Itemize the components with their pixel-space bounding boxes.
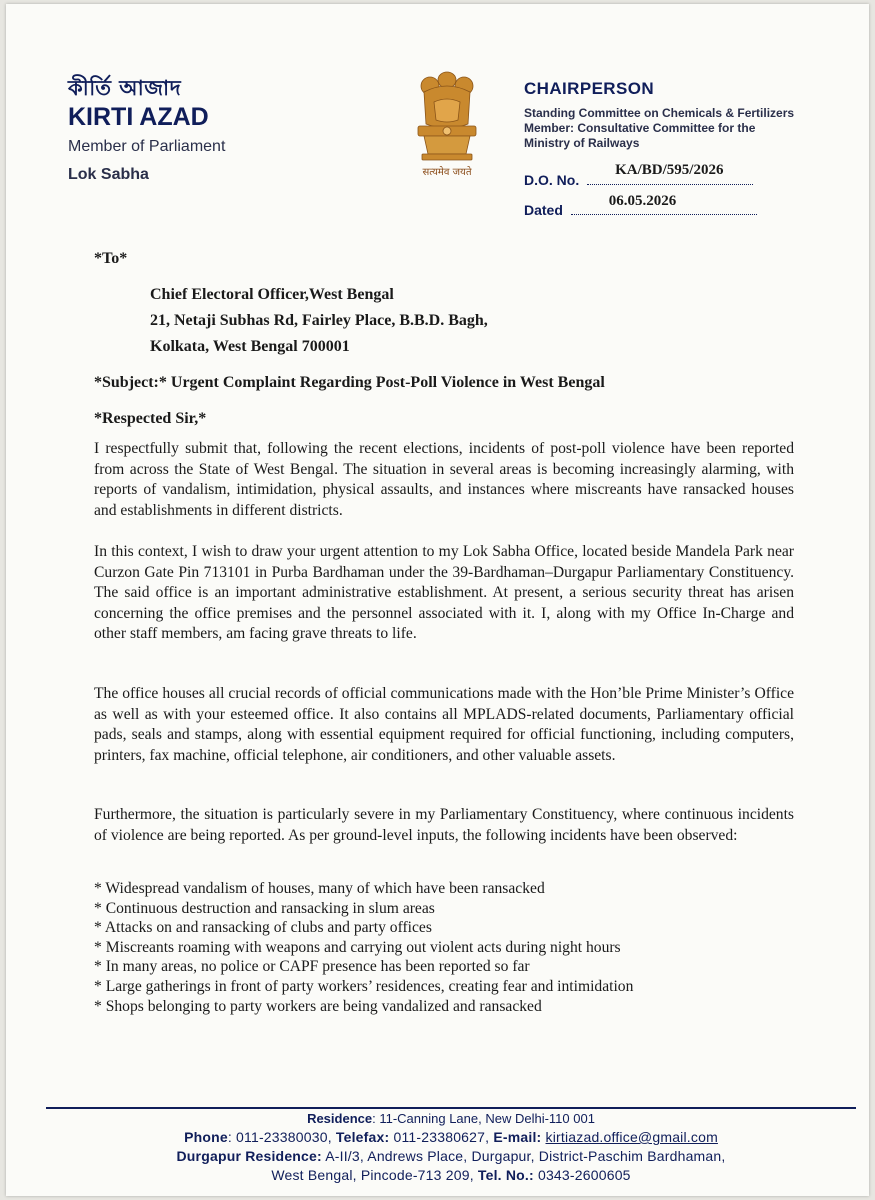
bengali-name: কীর্তি আজাদ	[68, 76, 182, 100]
telefax-label: Telefax:	[335, 1129, 390, 1145]
residence-line	[46, 1110, 856, 1128]
salutation: *Respected Sir,*	[94, 410, 207, 427]
letter-page	[6, 4, 869, 1196]
dated-line	[524, 193, 757, 218]
durgapur-label: Durgapur Residence:	[176, 1148, 322, 1164]
phone-value: : 011-23380030,	[227, 1129, 332, 1145]
incident-list	[94, 879, 633, 1016]
contact-line	[46, 1128, 856, 1147]
dated-label: Dated	[524, 202, 563, 218]
dated-value: 06.05.2026	[608, 193, 677, 209]
body-paragraph-4: Furthermore, the situation is particularly severe in my Parliamentary Constituency, where continuous incidents of violence are being reported. As per ground-level inputs, the following incidents have been observed:	[94, 806, 794, 844]
durgapur-line-2	[46, 1166, 856, 1185]
to-heading: *To*	[94, 250, 128, 267]
letterhead-footer	[46, 1110, 856, 1185]
residence-value: : 11-Canning Lane, New Delhi-110 001	[372, 1111, 595, 1126]
mp-name: KIRTI AZAD	[68, 103, 209, 131]
subject-line: *Subject:* Urgent Complaint Regarding Post-Poll Violence in West Bengal	[94, 374, 605, 391]
email-link[interactable]: kirtiazad.office@gmail.com	[545, 1129, 718, 1145]
list-item: * In many areas, no police or CAPF presence has been reported so far	[94, 957, 633, 977]
mp-house: Lok Sabha	[68, 166, 149, 183]
do-dotted-field	[587, 162, 753, 185]
list-item: * Miscreants roaming with weapons and carrying out violent acts during night hours	[94, 938, 633, 958]
durgapur-value: A-II/3, Andrews Place, Durgapur, District-Paschim Bardhaman,	[325, 1148, 726, 1164]
chairperson-title: CHAIRPERSON	[524, 79, 655, 98]
committee-line-1: Standing Committee on Chemicals & Fertilizers	[524, 106, 795, 120]
committee-line-2: Member: Consultative Committee for the	[524, 121, 756, 135]
do-label: D.O. No.	[524, 172, 580, 188]
address-line-3: Kolkata, West Bengal 700001	[150, 338, 350, 355]
do-number-line	[524, 162, 753, 188]
durgapur-line	[46, 1147, 856, 1166]
mp-role: Member of Parliament	[68, 138, 226, 155]
tel-label: Tel. No.:	[477, 1167, 534, 1183]
list-item: * Attacks on and ransacking of clubs and party offices	[94, 918, 633, 938]
address-line-2: 21, Netaji Subhas Rd, Fairley Place, B.B.D. Bagh,	[150, 312, 488, 329]
recipient-address	[150, 282, 488, 360]
committee-line-3: Ministry of Railways	[524, 136, 640, 150]
list-item: * Continuous destruction and ransacking in slum areas	[94, 899, 633, 919]
durgapur-line2-value: West Bengal, Pincode-713 209,	[271, 1167, 474, 1183]
body-paragraph-3: The office houses all crucial records of official communications made with the Hon’ble Prime Minister’s Office as well as with your esteemed office. It also contains all MPLADS-related documents, Parliamentary official pads, seals and stamps, along with essential equipment required for official functioning, including computers, printers, fax machine, official telephone, air conditioners, and other valuable assets.	[94, 685, 794, 764]
letterhead-left	[68, 76, 225, 186]
residence-label: Residence	[307, 1111, 373, 1126]
emblem-motto: सत्यमेव जयते	[422, 167, 472, 178]
do-number-value: KA/BD/595/2026	[615, 162, 724, 178]
dated-dotted-field	[571, 193, 757, 215]
list-item: * Shops belonging to party workers are being vandalized and ransacked	[94, 997, 633, 1017]
phone-label: Phone	[184, 1129, 228, 1145]
email-label: E-mail:	[493, 1129, 542, 1145]
body-paragraph-1: I respectfully submit that, following the recent elections, incidents of post-poll violence have been reported from across the State of West Bengal. The situation in several areas is becoming increasingly alarming, with reports of vandalism, intimidation, physical assaults, and instances where miscreants have ransacked houses and establishments in different districts.	[94, 440, 794, 519]
tel-value: 0343-2600605	[537, 1167, 631, 1183]
footer-divider	[46, 1107, 856, 1109]
list-item: * Large gatherings in front of party workers’ residences, creating fear and intimidation	[94, 977, 633, 997]
letterhead-right	[524, 78, 794, 151]
list-item: * Widespread vandalism of houses, many of which have been ransacked	[94, 879, 633, 899]
body-paragraph-2: In this context, I wish to draw your urgent attention to my Lok Sabha Office, located beside Mandela Park near Curzon Gate Pin 713101 in Purba Bardhaman under the 39-Bardhaman–Durgapur Parliamentary Constituency. The said office is an important administrative establishment. At present, a serious security threat has arisen concerning the office premises and the personnel associated with it. I, along with my Office In-Charge and other staff members, am facing grave threats to life.	[94, 543, 794, 642]
telefax-value: 011-23380627,	[393, 1129, 490, 1145]
address-line-1: Chief Electoral Officer,West Bengal	[150, 286, 394, 303]
